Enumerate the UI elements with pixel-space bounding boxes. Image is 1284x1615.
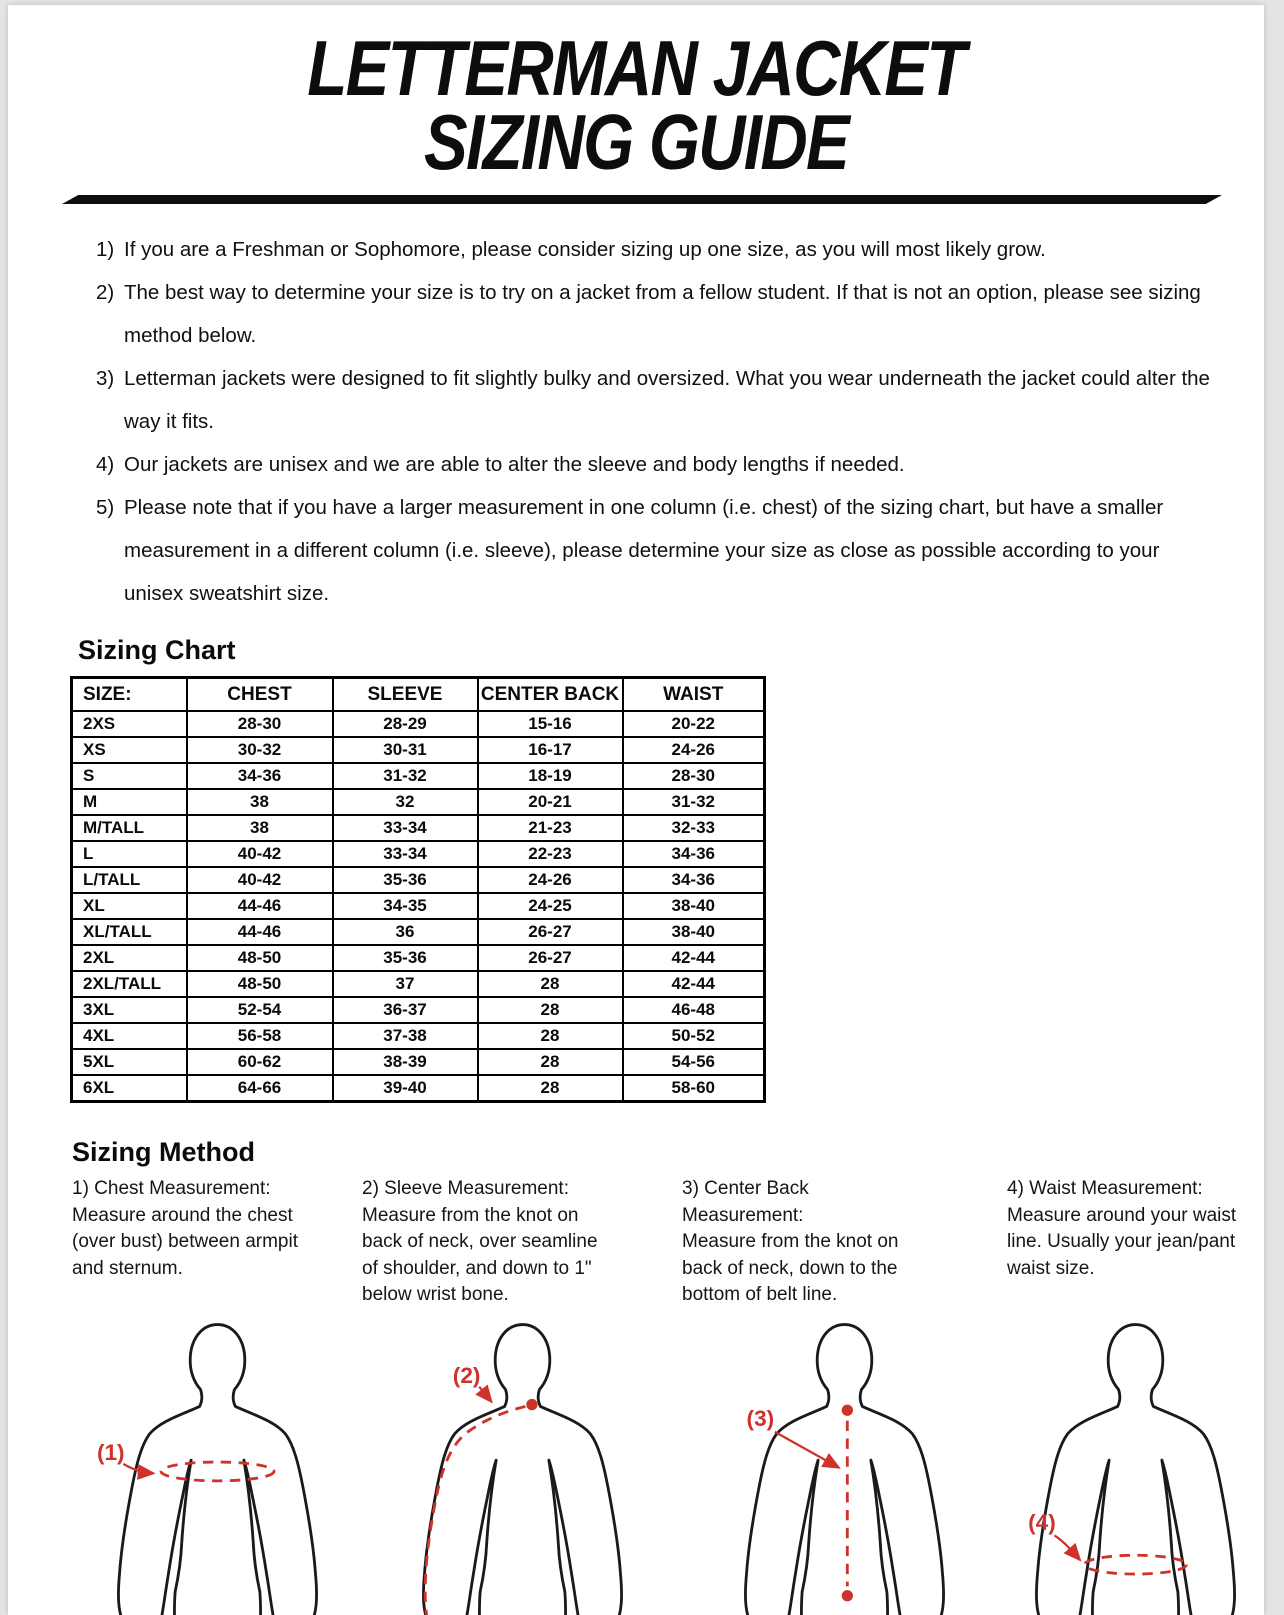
note-number: 1) (96, 238, 115, 261)
note-text: If you are a Freshman or Sophomore, please consider sizing up one size, as you will most likely grow. (124, 238, 1046, 261)
measurement-cell: 40-42 (187, 867, 333, 893)
note-number: 5) (96, 496, 115, 519)
measurement-cell: 38 (187, 815, 333, 841)
table-row (72, 1049, 765, 1075)
measurement-cell: 16-17 (478, 737, 623, 763)
note-text: Letterman jackets were designed to fit slightly bulky and oversized. What you wear underneath the jacket could alter the way it fits. (124, 367, 1210, 433)
sizing-method-steps (8, 1176, 1264, 1309)
measurement-cell: 26-27 (478, 919, 623, 945)
size-cell: L/TALL (72, 867, 187, 893)
sizing-table-header-row (72, 678, 765, 712)
measurement-cell: 32 (333, 789, 478, 815)
figure-waist-measurement (1013, 1317, 1258, 1615)
method-step-chest (72, 1176, 312, 1309)
measurement-cell: 48-50 (187, 945, 333, 971)
measurement-cell: 22-23 (478, 841, 623, 867)
chest-figure-svg (95, 1317, 340, 1615)
measurement-cell: 38 (187, 789, 333, 815)
method-step-center-back (682, 1176, 922, 1309)
measurement-cell: 21-23 (478, 815, 623, 841)
measurement-cell: 31-32 (623, 789, 765, 815)
step-text: Measure around your waist line. Usually your jean/pant waist size. (1007, 1204, 1237, 1279)
sizing-method-heading: Sizing Method (72, 1137, 255, 1167)
measurement-cell: 28 (478, 1049, 623, 1075)
size-cell: 4XL (72, 1023, 187, 1049)
measurement-cell: 37-38 (333, 1023, 478, 1049)
title-line-2: SIZING GUIDE (424, 98, 848, 186)
note-item (96, 228, 1224, 271)
table-row (72, 737, 765, 763)
measurement-cell: 31-32 (333, 763, 478, 789)
table-row (72, 789, 765, 815)
size-cell: XL (72, 893, 187, 919)
page-title (8, 24, 1264, 186)
step-text: Measure from the knot on back of neck, down to the bottom of belt line. (682, 1231, 899, 1305)
body-silhouette (1036, 1324, 1234, 1615)
size-cell: 3XL (72, 997, 187, 1023)
center-back-figure-svg (722, 1317, 967, 1615)
measurement-cell: 38-40 (623, 893, 765, 919)
step-label: 2) Sleeve Measurement: (362, 1178, 569, 1199)
size-cell: M (72, 789, 187, 815)
measurement-cell: 20-22 (623, 711, 765, 737)
size-cell: 6XL (72, 1075, 187, 1102)
neck-point-dot (526, 1398, 537, 1409)
measurement-cell: 35-36 (333, 945, 478, 971)
column-header: CHEST (187, 678, 333, 712)
note-number: 3) (96, 367, 115, 390)
figure-sleeve-measurement (400, 1317, 645, 1615)
measurement-cell: 64-66 (187, 1075, 333, 1102)
step-text: Measure around the chest (over bust) between armpit and sternum. (72, 1204, 298, 1279)
title-line-1: LETTERMAN JACKET (307, 24, 965, 112)
table-row (72, 919, 765, 945)
note-item (96, 357, 1224, 443)
note-item (96, 486, 1224, 615)
measurement-cell: 34-36 (623, 841, 765, 867)
measurement-cell: 58-60 (623, 1075, 765, 1102)
size-cell: XS (72, 737, 187, 763)
table-row (72, 711, 765, 737)
measurement-cell: 38-40 (623, 919, 765, 945)
step-label: 3) Center Back Measurement: (682, 1178, 809, 1226)
table-row (72, 893, 765, 919)
method-step-waist (1007, 1176, 1247, 1309)
body-silhouette (745, 1324, 943, 1615)
size-cell: XL/TALL (72, 919, 187, 945)
measurement-cell: 44-46 (187, 893, 333, 919)
table-row (72, 867, 765, 893)
measurement-cell: 15-16 (478, 711, 623, 737)
size-cell: 5XL (72, 1049, 187, 1075)
neck-point-dot (842, 1404, 853, 1415)
measurement-cell: 56-58 (187, 1023, 333, 1049)
size-cell: 2XS (72, 711, 187, 737)
note-number: 4) (96, 453, 115, 476)
measure-marker-label: (2) (452, 1362, 480, 1388)
measurement-cell: 30-32 (187, 737, 333, 763)
measurement-cell: 35-36 (333, 867, 478, 893)
measurement-cell: 18-19 (478, 763, 623, 789)
measurement-cell: 52-54 (187, 997, 333, 1023)
document-page (8, 5, 1264, 1615)
measure-marker-label: (1) (96, 1439, 125, 1465)
table-row (72, 1075, 765, 1102)
measurement-cell: 37 (333, 971, 478, 997)
sizing-table (70, 676, 766, 1103)
sizing-chart-heading: Sizing Chart (78, 635, 236, 665)
measurement-cell: 28-30 (623, 763, 765, 789)
measurement-cell: 30-31 (333, 737, 478, 763)
step-label: 4) Waist Measurement: (1007, 1178, 1203, 1199)
measurement-cell: 50-52 (623, 1023, 765, 1049)
sleeve-figure-svg (400, 1317, 645, 1615)
waist-figure-svg (1013, 1317, 1258, 1615)
table-row (72, 971, 765, 997)
measurement-cell: 28-29 (333, 711, 478, 737)
measurement-cell: 48-50 (187, 971, 333, 997)
title-divider-rule (62, 195, 1222, 204)
note-text: Please note that if you have a larger measurement in one column (i.e. chest) of the sizing chart, but have a smaller measurement in a different column (i.e. sleeve), please determine your size as close as possible according to your unisex sweatshirt size. (124, 496, 1164, 605)
measurement-cell: 26-27 (478, 945, 623, 971)
belt-point-dot (842, 1590, 853, 1601)
size-cell: 2XL/TALL (72, 971, 187, 997)
note-text: Our jackets are unisex and we are able to alter the sleeve and body lengths if needed. (124, 453, 905, 476)
sizing-method-figures (8, 1317, 1264, 1615)
measurement-cell: 32-33 (623, 815, 765, 841)
measurement-cell: 42-44 (623, 945, 765, 971)
measurement-cell: 36-37 (333, 997, 478, 1023)
measurement-cell: 34-35 (333, 893, 478, 919)
size-cell: 2XL (72, 945, 187, 971)
sizing-table-body (72, 711, 765, 1102)
measurement-cell: 20-21 (478, 789, 623, 815)
figure-center-back-measurement (722, 1317, 967, 1615)
note-text: The best way to determine your size is to try on a jacket from a fellow student. If that is not an option, please see sizing method below. (124, 281, 1201, 347)
table-row (72, 945, 765, 971)
table-row (72, 1023, 765, 1049)
column-header: SIZE: (72, 678, 187, 712)
step-text: Measure from the knot on back of neck, over seamline of shoulder, and down to 1" below wrist bone. (362, 1204, 598, 1305)
figure-chest-measurement (95, 1317, 340, 1615)
marker-arrow (479, 1386, 491, 1401)
size-cell: L (72, 841, 187, 867)
measurement-cell: 24-25 (478, 893, 623, 919)
measurement-cell: 54-56 (623, 1049, 765, 1075)
measurement-cell: 42-44 (623, 971, 765, 997)
table-row (72, 763, 765, 789)
note-item (96, 271, 1224, 357)
measurement-cell: 46-48 (623, 997, 765, 1023)
table-row (72, 997, 765, 1023)
measurement-cell: 60-62 (187, 1049, 333, 1075)
step-label: 1) Chest Measurement: (72, 1178, 271, 1199)
size-cell: M/TALL (72, 815, 187, 841)
measurement-cell: 24-26 (478, 867, 623, 893)
measurement-cell: 28 (478, 1023, 623, 1049)
measurement-cell: 34-36 (187, 763, 333, 789)
measurement-cell: 28 (478, 997, 623, 1023)
body-silhouette (118, 1324, 316, 1615)
measurement-cell: 33-34 (333, 815, 478, 841)
column-header: WAIST (623, 678, 765, 712)
measurement-cell: 40-42 (187, 841, 333, 867)
measurement-cell: 38-39 (333, 1049, 478, 1075)
measurement-cell: 28 (478, 1075, 623, 1102)
measurement-cell: 36 (333, 919, 478, 945)
measurement-cell: 28-30 (187, 711, 333, 737)
measurement-cell: 28 (478, 971, 623, 997)
note-item (96, 443, 1224, 486)
column-header: CENTER BACK (478, 678, 623, 712)
measurement-cell: 33-34 (333, 841, 478, 867)
table-row (72, 815, 765, 841)
notes-list (96, 228, 1224, 615)
size-cell: S (72, 763, 187, 789)
note-number: 2) (96, 281, 115, 304)
measure-marker-label: (4) (1027, 1509, 1056, 1535)
measurement-cell: 24-26 (623, 737, 765, 763)
measurement-cell: 39-40 (333, 1075, 478, 1102)
measure-marker-label: (3) (746, 1405, 775, 1431)
table-row (72, 841, 765, 867)
measurement-cell: 34-36 (623, 867, 765, 893)
measurement-cell: 44-46 (187, 919, 333, 945)
column-header: SLEEVE (333, 678, 478, 712)
method-step-sleeve (362, 1176, 602, 1309)
